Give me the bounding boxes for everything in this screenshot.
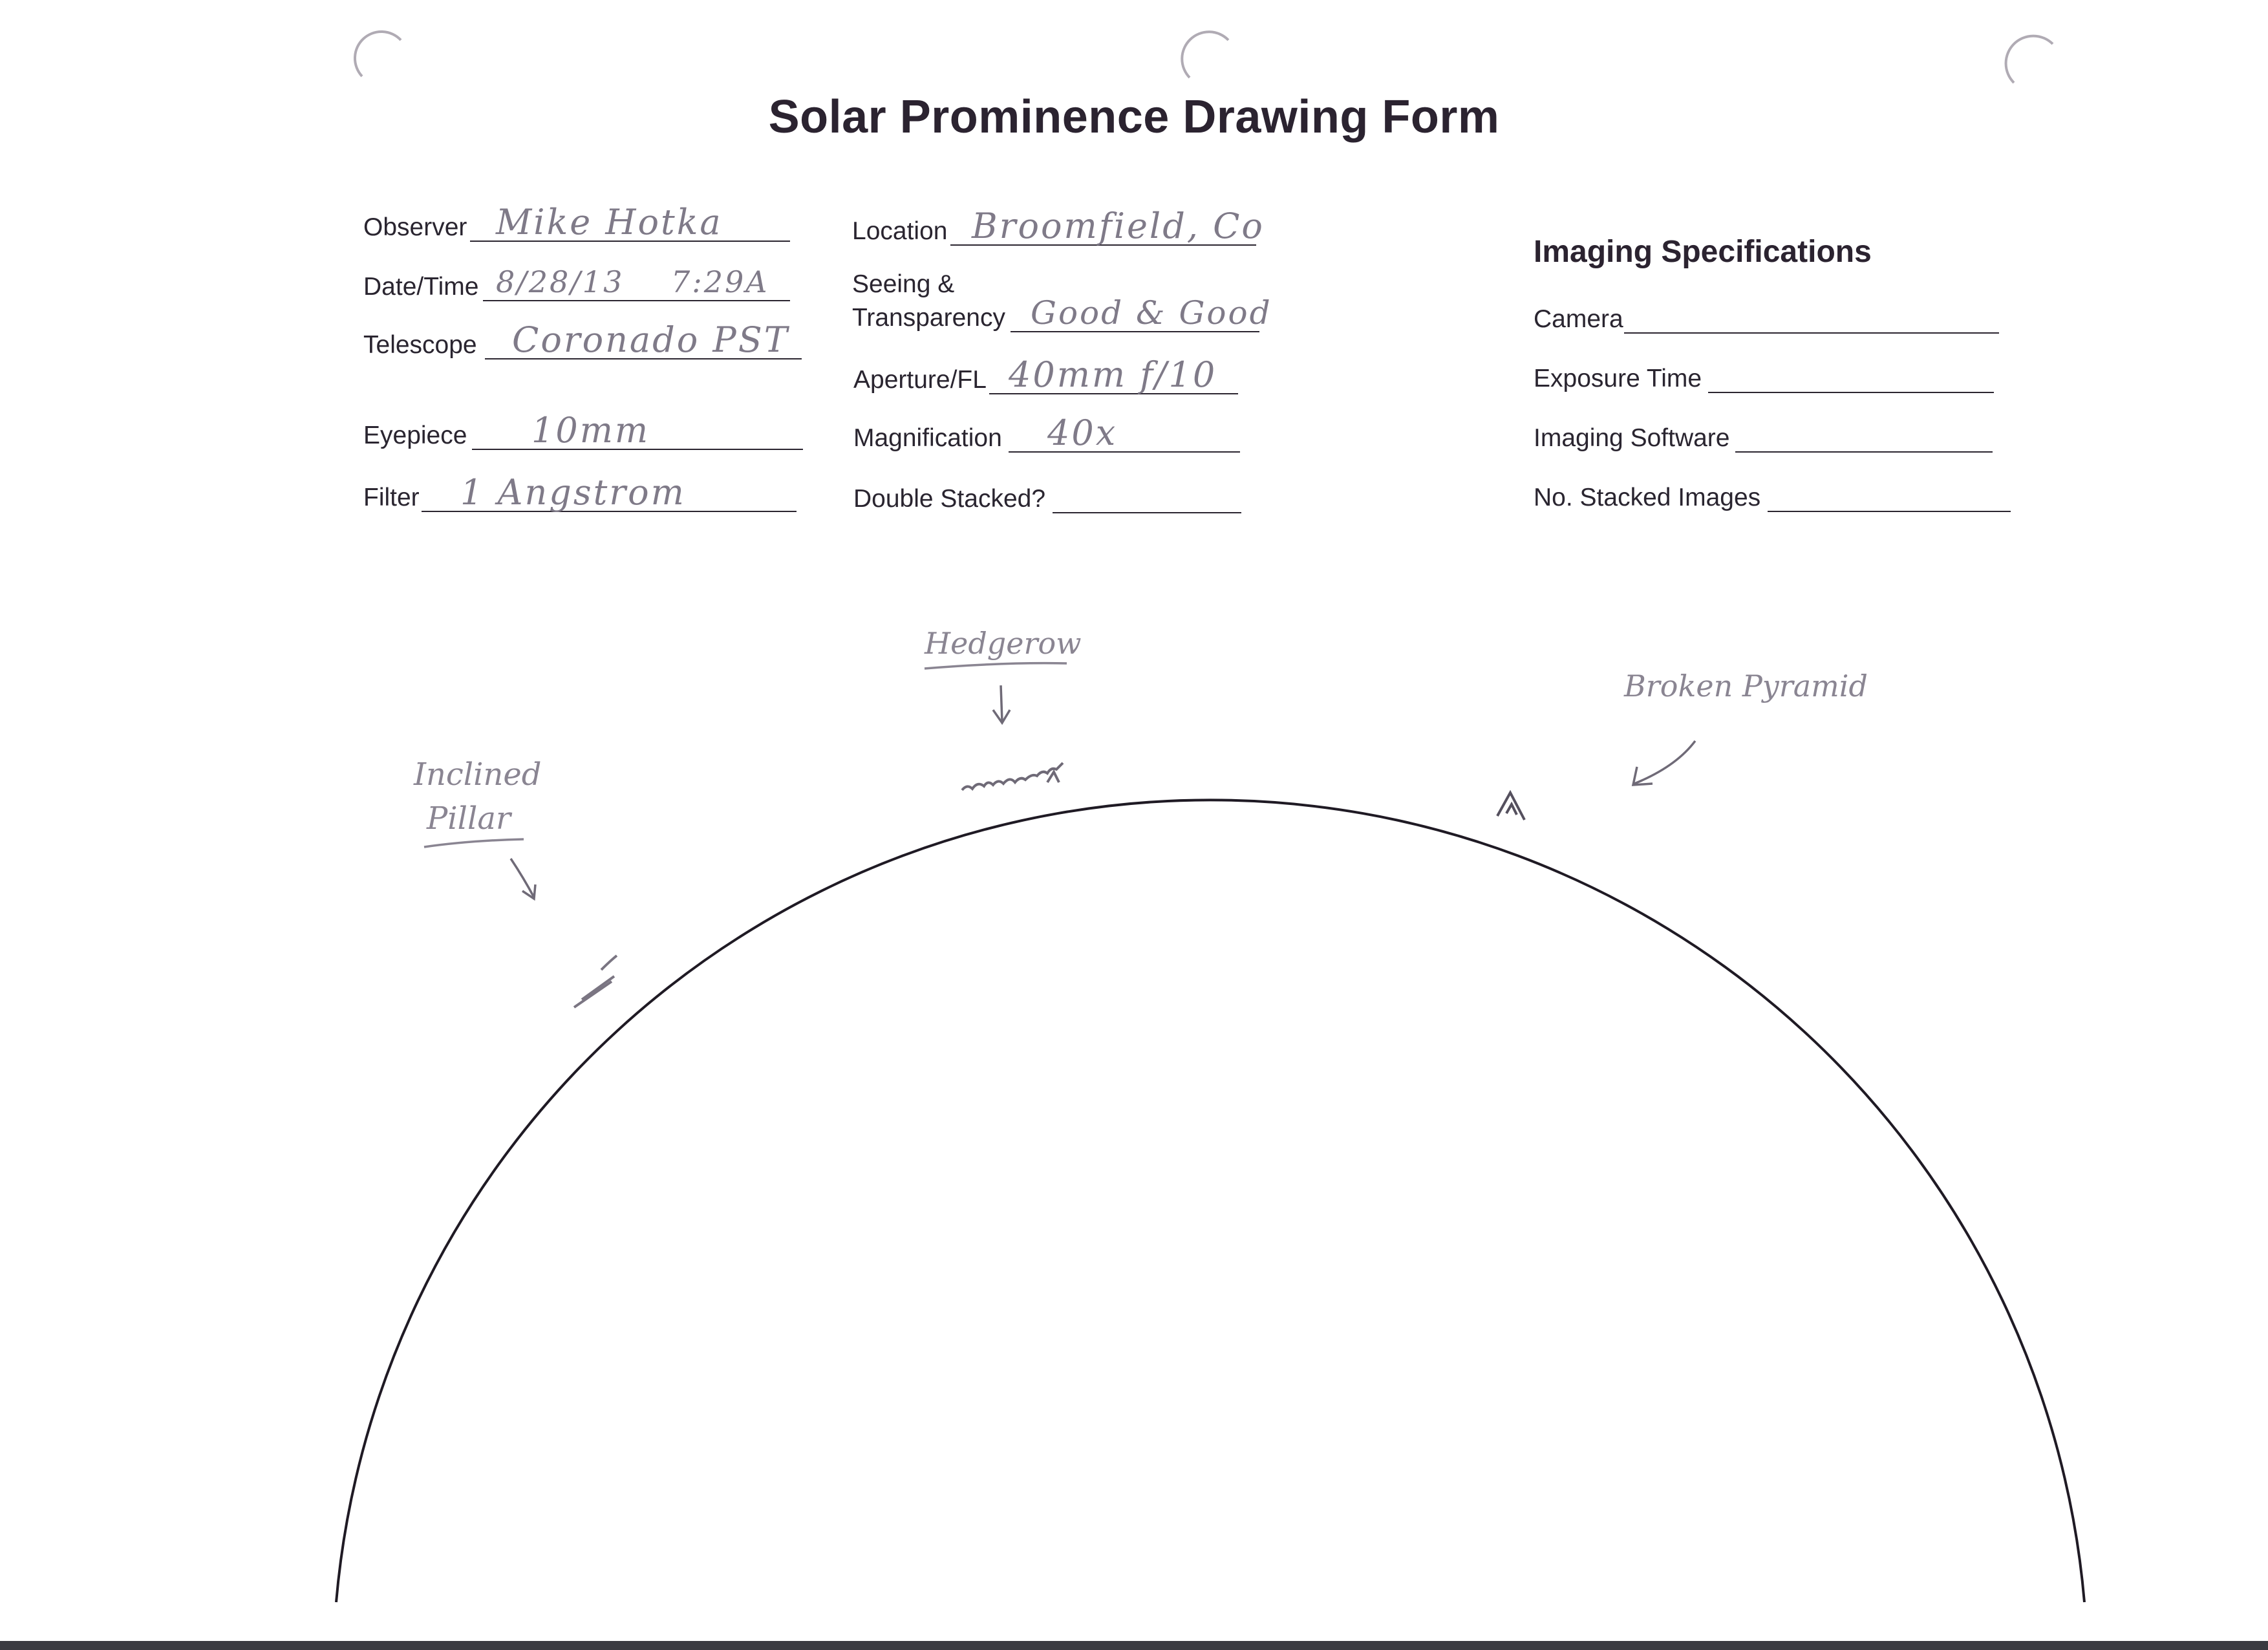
- camera-line: [1624, 332, 1999, 334]
- location-field: [852, 206, 1265, 247]
- location-label: Location: [852, 217, 948, 245]
- stacked-images-line: [1768, 511, 2011, 512]
- exposure-time-field: [1534, 358, 1994, 394]
- seeing-value: Good & Good: [1031, 294, 1272, 332]
- underline-inclined-pillar: [424, 839, 524, 847]
- arrow-broken-pyramid: [1633, 741, 1695, 785]
- magnification-value: 40x: [1047, 412, 1118, 453]
- date-time-field: [363, 266, 790, 303]
- date-value: 8/28/13: [496, 264, 625, 299]
- punch-hole-left: [355, 32, 401, 76]
- scan-bottom-edge: [0, 1641, 2268, 1650]
- exposure-time-line: [1708, 392, 1994, 393]
- annotation-hedgerow: Hedgerow: [925, 626, 1082, 661]
- annotation-broken-pyramid: Broken Pyramid: [1624, 669, 1868, 703]
- double-stacked-field: [853, 478, 1241, 515]
- seeing-label-line2: Transparency: [852, 304, 1005, 332]
- camera-label: Camera: [1534, 305, 1623, 333]
- annotation-inclined-pillar-line2: Pillar: [427, 800, 511, 837]
- imaging-software-line: [1735, 451, 1993, 453]
- telescope-field: [363, 319, 802, 361]
- stacked-images-field: [1534, 477, 2011, 513]
- date-time-line: [483, 300, 790, 301]
- double-stacked-line: [1053, 512, 1241, 513]
- date-time-label: Date/Time: [363, 273, 479, 301]
- camera-field: [1534, 299, 1999, 335]
- exposure-time-label: Exposure Time: [1534, 365, 1702, 392]
- eyepiece-label: Eyepiece: [363, 422, 467, 449]
- filter-field: [363, 472, 797, 513]
- seeing-label-line1: Seeing &: [852, 270, 955, 298]
- filter-label: Filter: [363, 484, 420, 511]
- arrow-hedgerow: [993, 685, 1010, 723]
- imaging-specifications-heading: Imaging Specifications: [1534, 235, 1872, 269]
- location-value: Broomfield, Co: [972, 206, 1265, 246]
- filter-value: 1 Angstrom: [460, 472, 686, 513]
- eyepiece-field: [363, 410, 803, 451]
- prominence-inclined-pillar: [574, 956, 617, 1007]
- aperture-label: Aperture/FL: [853, 366, 987, 394]
- annotation-inclined-pillar-line1: Inclined: [414, 756, 542, 793]
- imaging-software-label: Imaging Software: [1534, 424, 1730, 452]
- arrow-inclined-pillar: [511, 859, 535, 899]
- observer-field: [363, 202, 790, 243]
- eyepiece-value: 10mm: [531, 410, 650, 451]
- magnification-label: Magnification: [853, 424, 1002, 452]
- magnification-line: [1009, 451, 1240, 453]
- telescope-label: Telescope: [363, 331, 477, 359]
- prominence-hedgerow: [962, 763, 1063, 790]
- double-stacked-label: Double Stacked?: [853, 485, 1046, 513]
- observer-value: Mike Hotka: [496, 202, 723, 242]
- punch-hole-middle: [1182, 32, 1228, 78]
- seeing-field: [852, 269, 1272, 334]
- prominence-broken-pyramid: [1497, 793, 1524, 820]
- page-title: Solar Prominence Drawing Form: [768, 91, 1500, 143]
- observer-label: Observer: [363, 213, 467, 241]
- stacked-images-label: No. Stacked Images: [1534, 484, 1761, 511]
- time-value: 7:29A: [671, 264, 769, 299]
- imaging-software-field: [1534, 418, 1993, 454]
- magnification-field: [853, 412, 1240, 454]
- aperture-field: [853, 354, 1238, 396]
- telescope-value: Coronado PST: [512, 319, 789, 360]
- aperture-value: 40mm f/10: [1009, 354, 1217, 395]
- solar-limb-arc: [336, 800, 2084, 1602]
- underline-hedgerow: [925, 663, 1067, 669]
- punch-hole-right: [2006, 36, 2053, 83]
